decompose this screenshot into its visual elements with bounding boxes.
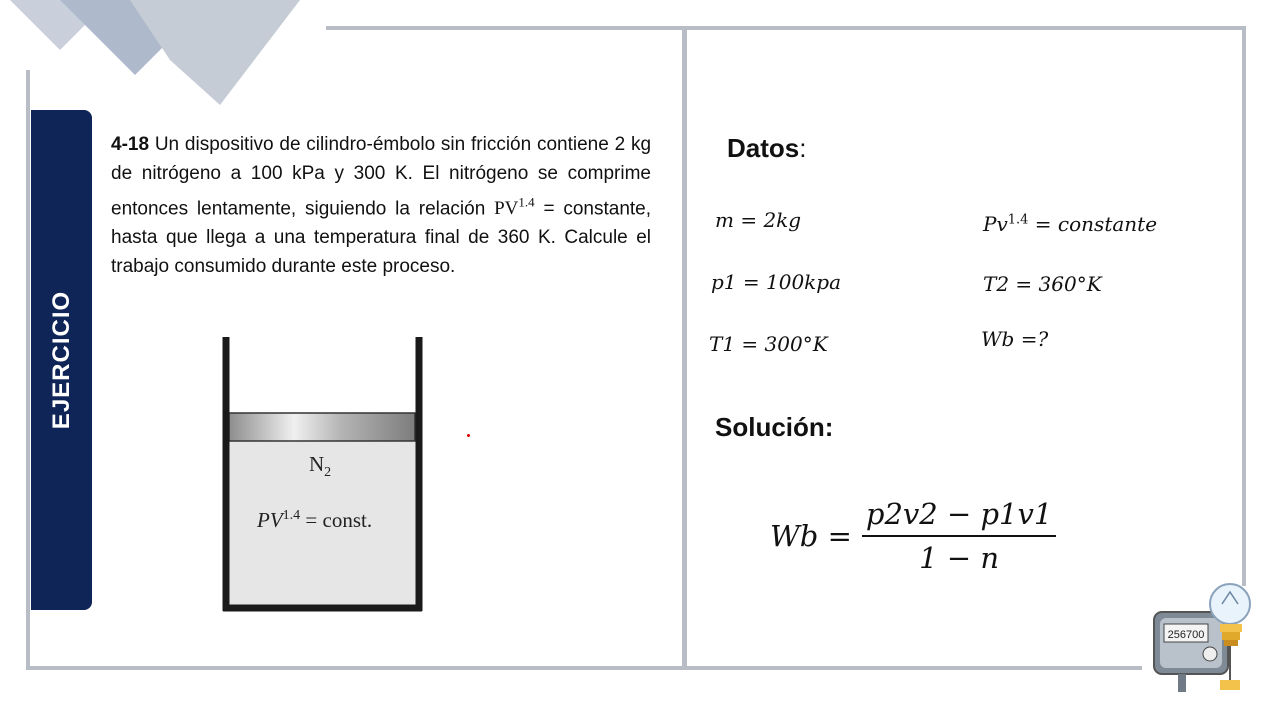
problem-relation <box>494 195 535 220</box>
figure-relation-base: PV <box>257 508 283 532</box>
solucion-heading: Solución: <box>715 412 834 442</box>
datum-t2: T2 = 360°K <box>983 272 1102 296</box>
frame-top-line <box>326 26 1246 30</box>
datum-t1: T1 = 300°K <box>709 332 828 356</box>
frame-bottom-line <box>26 666 1142 670</box>
datum-relation-exponent: 1.4 <box>1007 212 1029 228</box>
side-label: EJERCICIO <box>47 290 75 430</box>
figure-relation-exponent: 1.4 <box>282 508 301 523</box>
figure-relation-rest: = const. <box>300 508 373 532</box>
formula-numerator: p2v2 − p1v1 <box>862 497 1056 537</box>
problem-statement <box>111 130 651 281</box>
frame-right-line <box>1242 26 1246 586</box>
datum-relation-base: Pv <box>983 212 1008 236</box>
gas-label <box>309 452 331 481</box>
formula-fraction <box>862 497 1056 575</box>
datum-mass: m = 2kg <box>715 208 802 232</box>
frame-divider-line <box>682 30 687 668</box>
formula-denominator: 1 − n <box>919 541 1000 575</box>
frame-left-line <box>26 70 30 670</box>
problem-relation-rest: = constante, <box>543 198 652 220</box>
side-tab <box>31 110 92 610</box>
datos-heading-colon: : <box>799 133 807 163</box>
meter-reading: 256700 <box>1167 629 1205 641</box>
datum-wb: Wb =? <box>981 327 1049 351</box>
relation-exponent: 1.4 <box>518 195 535 210</box>
figure-relation <box>257 508 372 533</box>
gas-symbol: N <box>309 452 325 476</box>
work-formula <box>770 497 1056 575</box>
decorative-diamonds <box>0 0 320 120</box>
problem-text-1: Un dispositivo de cilindro-émbolo sin fricción contiene 2 kg de nitrógeno a 100 kPa y 300 K. El nitrógeno se comprime entonces lentamente, siguiendo la relación <box>111 134 652 220</box>
cursor-dot <box>467 434 470 437</box>
datos-heading <box>727 133 806 164</box>
piston <box>229 413 415 441</box>
datos-heading-text: Datos <box>727 133 800 163</box>
lightbulb-icon <box>1210 584 1250 624</box>
problem-text-2: hasta que llega a una temperatura final de 360 K. Calcule el trabajo consumido durante este proceso. <box>111 227 651 278</box>
formula-lhs: Wb = <box>770 519 852 553</box>
relation-base: PV <box>494 198 519 220</box>
datum-relation <box>983 212 1157 236</box>
gas-subscript: 2 <box>324 465 332 481</box>
energy-meter-icon <box>1150 580 1260 695</box>
datum-relation-rest: = constante <box>1028 212 1158 236</box>
datum-p1: p1 = 100kpa <box>711 270 842 294</box>
problem-number: 4-18 <box>111 134 150 155</box>
